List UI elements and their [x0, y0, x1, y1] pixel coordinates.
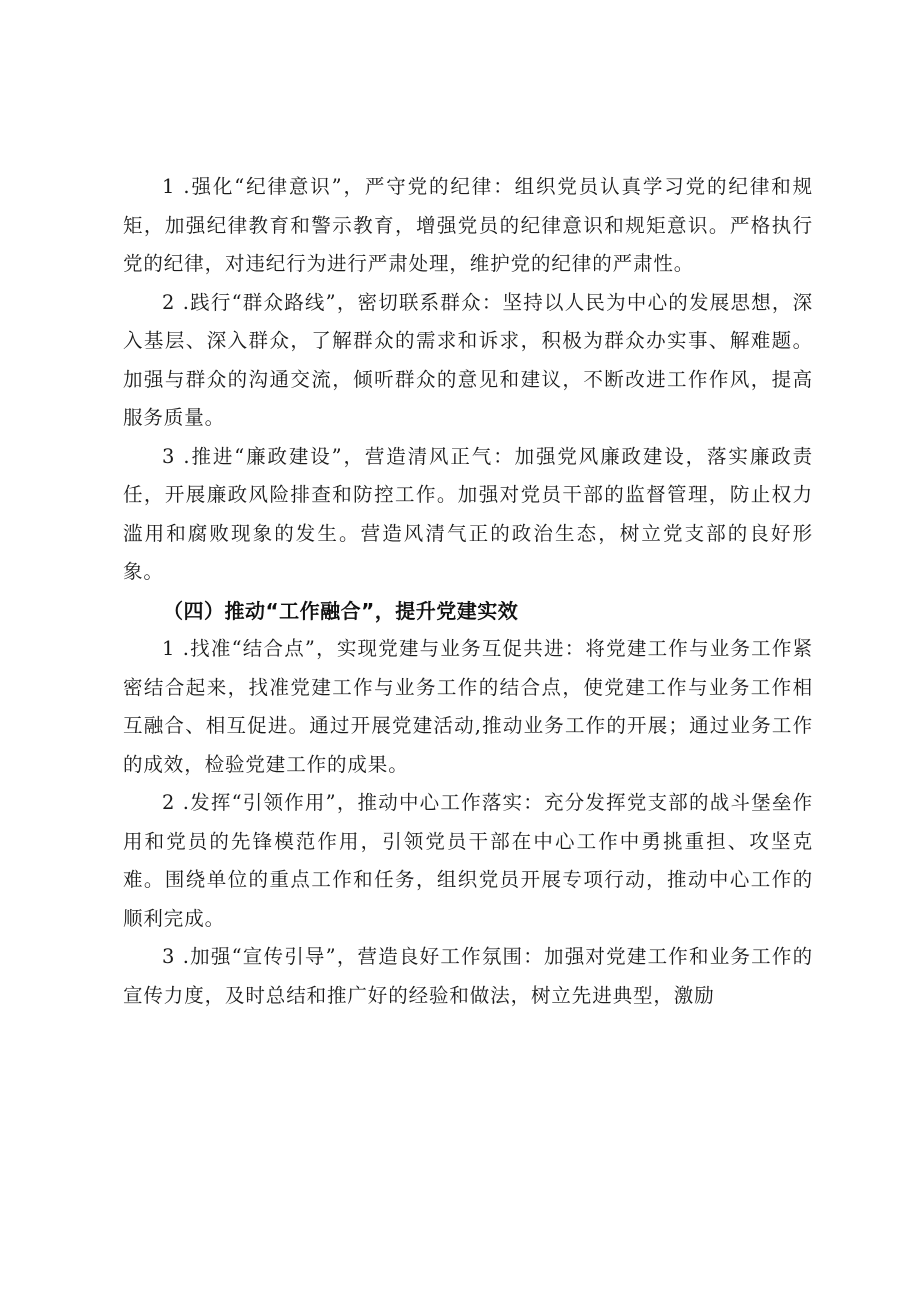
paragraph-publicity-guidance: 3 .加强“宣传引导”，营造良好工作氛围：加强对党建工作和业务工作的宣传力度，及时总结和推广好的经验和做法，树立先进典型，激励 [123, 945, 813, 1007]
paragraph-mass-line: 2 .践行“群众路线”，密切联系群众：坚持以人民为中心的发展思想，深入基层、深入群众，了解群众的需求和诉求，积极为群众办实事、解难题。加强与群众的沟通交流，倾听群众的意见和建议，不断改进工作作风，提高服务质量。 [123, 290, 813, 429]
paragraph-integrity-building: 3 .推进“廉政建设”，营造清风正气：加强党风廉政建设，落实廉政责任，开展廉政风险排查和防控工作。加强对党员干部的监督管理，防止权力滥用和腐败现象的发生。营造风清气正的政治生态，树立党支部的良好形象。 [123, 444, 813, 583]
paragraph-discipline-awareness: 1 .强化“纪律意识”，严守党的纪律：组织党员认真学习党的纪律和规矩，加强纪律教育和警示教育，增强党员的纪律意识和规矩意识。严格执行党的纪律，对违纪行为进行严肃处理，维护党的纪律的严肃性。 [123, 175, 813, 275]
paragraph-integration-point: 1 .找准“结合点”，实现党建与业务互促共进：将党建工作与业务工作紧密结合起来，找准党建工作与业务工作的结合点，使党建工作与业务工作相互融合、相互促进。通过开展党建活动,推动业务工作的开展；通过业务工作的成效，检验党建工作的成果。 [123, 637, 813, 776]
paragraph-leading-role: 2 .发挥“引领作用”，推动中心工作落实：充分发挥党支部的战斗堡垒作用和党员的先锋模范作用，引领党员干部在中心工作中勇挑重担、攻坚克难。围绕单位的重点工作和任务，组织党员开展专项行动，推动中心工作的顺利完成。 [123, 791, 813, 930]
document-page [123, 168, 813, 1015]
section-heading-work-integration: （四）推动“工作融合”，提升党建实效 [163, 598, 519, 623]
